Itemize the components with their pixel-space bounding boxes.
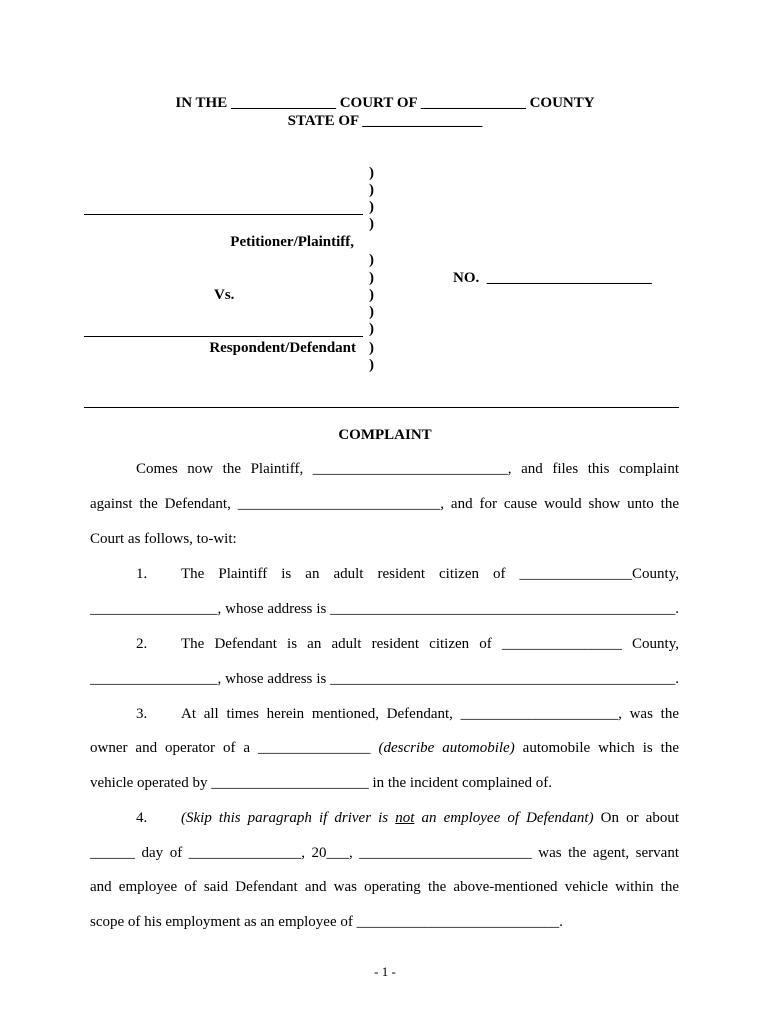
paragraph-number: 1.: [136, 566, 148, 582]
caption-paren: ): [369, 199, 374, 215]
paragraph-line: and employee of said Defendant and was operating the above-mentioned vehicle within the: [90, 879, 679, 895]
caption-paren: ): [369, 357, 374, 373]
vs-label: Vs.: [214, 287, 235, 303]
paragraph-line: The Defendant is an adult resident citizen of ________________ County,: [181, 636, 679, 652]
caption-paren: ): [369, 287, 374, 303]
document-title: COMPLAINT: [338, 427, 432, 443]
petitioner-name-line: [84, 214, 363, 215]
caption-paren: ): [369, 165, 374, 181]
caption-divider: [84, 407, 679, 408]
page-number: - 1 -: [374, 964, 396, 979]
caption-paren: ): [369, 304, 374, 320]
italic-note: (describe automobile): [378, 740, 515, 756]
paragraph-line: At all times herein mentioned, Defendant, _____________________, was the: [181, 706, 679, 722]
paragraph-line: _________________, whose address is ______________________________________________.: [90, 601, 679, 617]
text-segment: On or about: [593, 810, 679, 826]
case-number-field: NO. ______________________: [453, 270, 652, 286]
paragraph-number: 2.: [136, 636, 148, 652]
italic-note: (Skip this paragraph if driver is: [181, 810, 396, 826]
paragraph-line: [90, 741, 679, 756]
intro-line: against the Defendant, ___________________________, and for cause would show unto the: [90, 496, 679, 512]
italic-note: an employee of Defendant): [414, 810, 594, 826]
paragraph-line: ______ day of _______________, 20___, _______________________ was the agent, servant: [90, 845, 679, 861]
paragraph-line: scope of his employment as an employee of ___________________________.: [90, 914, 563, 930]
italic-underlined-word: not: [395, 810, 415, 826]
state-header-line: STATE OF ________________: [287, 113, 483, 129]
caption-paren: ): [369, 182, 374, 198]
caption-paren: ): [369, 216, 374, 232]
paragraph-line: [181, 811, 679, 826]
intro-line: Court as follows, to-wit:: [90, 531, 237, 547]
text-segment: automobile which is the: [514, 740, 679, 756]
respondent-name-line: [84, 336, 363, 337]
paragraph-line: vehicle operated by _____________________ in the incident complained of.: [90, 775, 552, 791]
paragraph-line: The Plaintiff is an adult resident citizen of _______________County,: [181, 566, 679, 582]
paragraph-number: 4.: [136, 810, 148, 826]
caption-paren: ): [369, 321, 374, 337]
paragraph-line: _________________, whose address is ______________________________________________.: [90, 671, 679, 687]
caption-paren: ): [369, 252, 374, 268]
paragraph-number: 3.: [136, 706, 148, 722]
text-segment: owner and operator of a _______________: [90, 740, 379, 756]
court-header-line: IN THE ______________ COURT OF ______________ COUNTY: [175, 95, 595, 111]
petitioner-label: Petitioner/Plaintiff,: [230, 234, 354, 250]
respondent-label: Respondent/Defendant: [209, 340, 356, 356]
intro-line: Comes now the Plaintiff, __________________________, and files this complaint: [136, 461, 679, 477]
caption-paren: ): [369, 270, 374, 286]
caption-paren: ): [369, 340, 374, 356]
